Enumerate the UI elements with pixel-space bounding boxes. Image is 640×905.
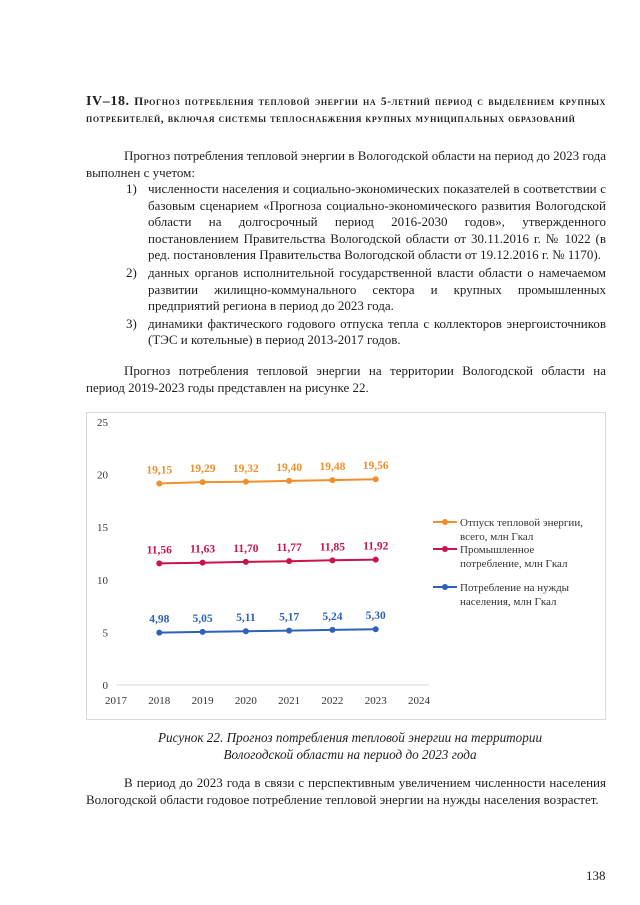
y-tick-label: 25 xyxy=(97,417,108,429)
data-label: 11,70 xyxy=(233,542,259,555)
data-point xyxy=(286,558,292,564)
data-point xyxy=(329,627,335,633)
y-tick-label: 20 xyxy=(97,469,108,482)
data-point xyxy=(243,559,249,565)
x-tick-label: 2021 xyxy=(278,695,301,707)
y-tick-label: 0 xyxy=(102,680,108,692)
data-label: 5,30 xyxy=(365,610,386,623)
data-label: 5,24 xyxy=(322,610,343,623)
data-label: 11,77 xyxy=(276,542,302,555)
section-number: IV–18. xyxy=(86,94,130,109)
x-tick-label: 2019 xyxy=(191,695,214,707)
data-point xyxy=(156,630,162,636)
x-tick-label: 2023 xyxy=(364,695,387,707)
intro-paragraph: Прогноз потребления тепловой энергии в Вологодской области на период до 2023 года выполнен с учетом: xyxy=(86,148,606,180)
figure-caption xyxy=(100,729,600,763)
data-label: 11,56 xyxy=(146,544,172,557)
data-point xyxy=(286,628,292,634)
data-point xyxy=(373,557,379,563)
data-label: 11,85 xyxy=(319,541,346,554)
list-item-text: данных органов исполнительной государственной власти области о намечаемом развитии жилищно-коммунального сектора и крупных промышленных предприятий региона в период до 2023 года. xyxy=(148,264,606,314)
section-heading xyxy=(86,93,606,128)
list-item-text: динамики фактического годового отпуска тепла с коллекторов энергоисточников (ТЭС и котельные) в период 2013-2017 годов. xyxy=(148,315,606,348)
page-number: 138 xyxy=(586,868,606,883)
data-label: 19,48 xyxy=(319,461,346,474)
caption-line: Рисунок 22. Прогноз потребления тепловой энергии на территории xyxy=(157,730,543,745)
data-point xyxy=(373,476,379,482)
data-label: 5,11 xyxy=(236,612,256,625)
data-label: 19,29 xyxy=(189,463,216,476)
list-item xyxy=(126,316,606,349)
data-point xyxy=(373,626,379,632)
legend-entry: Потребление на нужды xyxy=(460,582,570,594)
legend-entry: всего, млн Гкал xyxy=(460,531,534,543)
data-point xyxy=(200,629,206,635)
list-marker: 1) xyxy=(126,181,137,196)
x-tick-label: 2018 xyxy=(148,695,171,707)
x-tick-label: 2024 xyxy=(408,695,430,707)
y-tick-label: 5 xyxy=(102,627,108,640)
legend-swatch-marker xyxy=(442,519,448,525)
conclusion-paragraph: В период до 2023 года в связи с перспективным увеличением численности населения Вологодской области годовое потребление тепловой энергии на нужды населения возрастет. xyxy=(86,775,606,807)
list-marker: 2) xyxy=(126,264,137,280)
legend-entry: Промышленное xyxy=(460,544,535,556)
x-tick-label: 2022 xyxy=(321,695,344,707)
data-point xyxy=(156,560,162,566)
data-label: 11,92 xyxy=(363,540,389,553)
data-point xyxy=(200,479,206,485)
data-label: 5,05 xyxy=(192,612,213,625)
caption-line: Вологодской области на период до 2023 года xyxy=(223,747,477,762)
data-point xyxy=(243,479,249,485)
legend-entry: населения, млн Гкал xyxy=(460,596,557,608)
data-label: 4,98 xyxy=(149,613,170,626)
data-point xyxy=(156,481,162,487)
factors-list xyxy=(126,181,606,350)
data-label: 19,56 xyxy=(362,460,389,473)
data-point xyxy=(286,478,292,484)
x-tick-label: 2020 xyxy=(234,695,257,707)
data-point xyxy=(329,557,335,563)
chart-figure xyxy=(86,412,606,720)
legend-entry: Отпуск тепловой энергии, xyxy=(460,517,583,529)
legend-swatch-marker xyxy=(442,584,448,590)
x-tick-label: 2017 xyxy=(105,695,127,707)
data-label: 19,32 xyxy=(232,462,259,475)
data-point xyxy=(243,628,249,634)
data-label: 5,17 xyxy=(279,611,300,624)
list-item-text: численности населения и социально-экономических показателей в соответствии с базовым сценарием «Прогноза социально-экономического развития Вологодской области на долгосрочный период 2016-2030 годов», утвержденного постановлением Правительства Вологодской области от 30.11.2016 г. № 1022 (в ред. постановления Правительства Вологодской области от 19.12.2016 г. № 1170). xyxy=(148,181,606,263)
data-label: 19,15 xyxy=(146,464,173,477)
legend-swatch-marker xyxy=(442,546,448,552)
data-point xyxy=(200,560,206,566)
data-label: 19,40 xyxy=(276,461,303,474)
data-label: 11,63 xyxy=(189,543,216,556)
y-tick-label: 10 xyxy=(97,574,108,587)
list-item xyxy=(126,265,606,315)
y-tick-label: 15 xyxy=(97,522,108,535)
data-point xyxy=(329,477,335,483)
list-marker: 3) xyxy=(126,315,137,331)
line-chart xyxy=(86,412,606,720)
list-item xyxy=(126,181,606,264)
legend-entry: потребление, млн Гкал xyxy=(460,558,568,570)
section-title: Прогноз потребления тепловой энергии на 5-летний период с выделением крупных потребителей, включая системы теплоснабжения крупных муниципальных образований xyxy=(86,96,607,125)
chart-intro-paragraph: Прогноз потребления тепловой энергии на территории Вологодской области на период 2019-2023 годы представлен на рисунке 22. xyxy=(86,363,606,395)
